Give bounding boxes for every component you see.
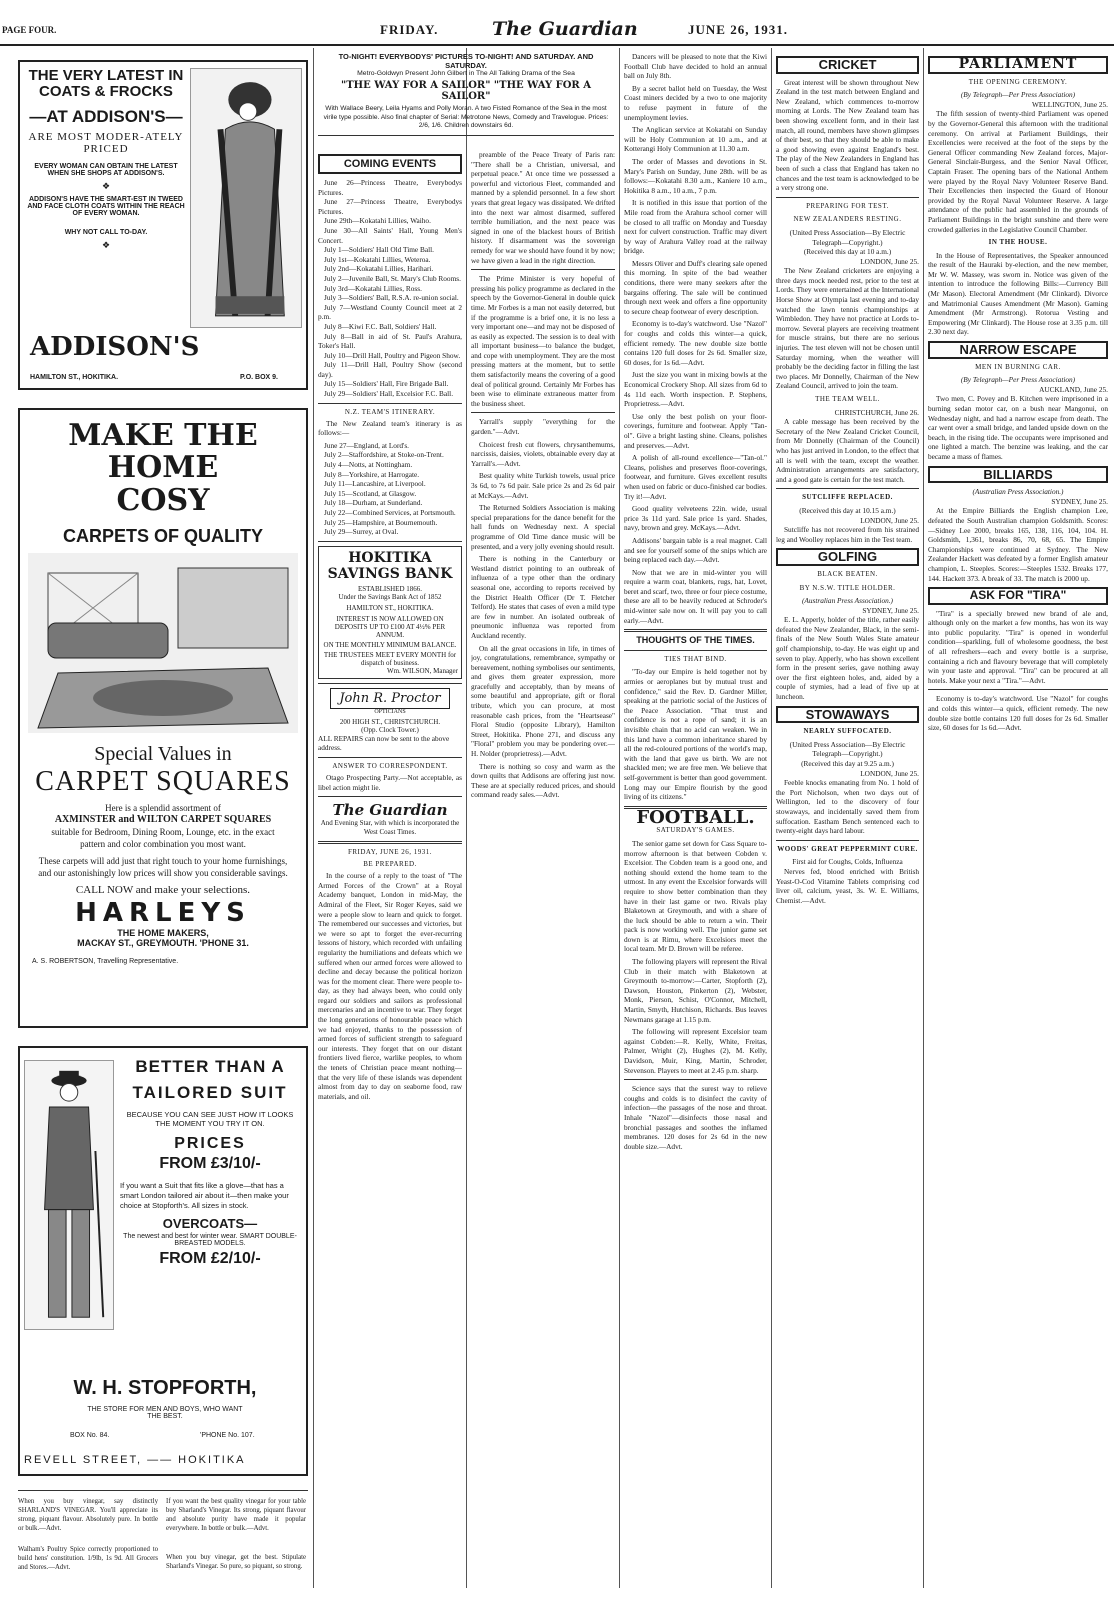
event-item: July 11—Drill Hall, Poultry Show (second day). [318, 360, 462, 379]
leader-text: In the course of a reply to the toast of "The Armed Forces of the Crown" at a Royal Academy banquet, London in mid-May, the Admiral of the Fleet, Sir Roger Keyes, said we were a people slow to learn and quick to forget. The remembered our successes and victories, but we were so apt to forget the ever-recurring lessons of history, which recorded with unfailing regularity the humiliations and defeats which we suffered when our armed forces were allowed to decline and decay because the political horizon was for the moment clear. There were people to-day, as they had always been, who could only regard our soldiers and sailors as professional mercenaries and an incentive to war. They forget the long generations of honourable peace which we had enjoyed, thanks to the possession of armed forces of sufficient strength to safeguard our interests. They forget that on our distant frontiers lived fierce, warlike peoples, to whom the tenets of Christian peace meant nothing—that the very life of these islands was dependent almost from day to day on seaborne food, raw materials, and oil. [318, 871, 462, 1101]
stopforth-from1: FROM £3/10/- [159, 1155, 261, 1173]
resting-heading: NEW ZEALANDERS RESTING. [793, 215, 902, 224]
masses-notice: The order of Masses and devotions in St. Mary's Parish on Sunday, June 28th. will be as follows:—Kokatahi 8.30 a.m., Kaniere 10 a.m., Hokitika 8 a.m., 10 a.m., 7 p.m. [624, 156, 767, 195]
bottom-left-adverts [18, 1490, 308, 1590]
harleys-line2: COSY [116, 483, 210, 518]
sutcliffe-text: Sutcliffe has not recovered from his strained leg and Woolley replaces him in the Test team. [776, 525, 919, 544]
page-label: PAGE FOUR. [2, 25, 57, 35]
bank-established: ESTABLISHED 1866. [358, 584, 422, 593]
press-assoc: (By Telegraph—Per Press Association) [960, 375, 1076, 385]
narrow-escape-heading: NARROW ESCAPE [928, 341, 1108, 359]
leader-title: BE PREPARED. [363, 860, 417, 869]
addison-advert [18, 60, 308, 390]
press-assoc: (Australian Press Association.) [972, 487, 1064, 497]
sutcliffe-heading: SUTCLIFFE REPLACED. [802, 493, 893, 502]
towels-advert: Best quality white Turkish towels, usual price 3s 6d, to 7s 6d pair. Sale price 2s and 2s 6d pair at McKays.—Advt. [471, 471, 615, 500]
woods-heading: WOODS' GREAT PEPPERMINT CURE. [777, 844, 918, 853]
event-item: July 29—Soldiers' Hall, Excelsior F.C. Ball. [324, 389, 454, 399]
prime-minister-text: The Prime Minister is very hopeful of pressing his policy programme as declared in the speech by the Governor-General in double quick time. Mr Forbes is a man not easily deterred, but if the programme is a brief one, it is no less a very important one—and may not be disposed of as easily as expected. The session is to deal with all important business—to balance the budget, and cope with unemployment. They are the most pressing matters at the moment, but to settle them satisfactorily means the covering of a good deal of political ground. Certainly Mr Forbes has been wise to eliminate extraneous matter from the business sheet. [471, 274, 615, 408]
event-item: July 15—Soldiers' Hall, Fire Brigade Ball. [324, 379, 449, 389]
opening-heading: THE OPENING CEREMONY. [968, 77, 1068, 86]
fixture-item: July 11—Lancashire, at Liverpool. [324, 479, 426, 489]
cinema-cast: With Wallace Beery, Leila Hyams and Polly Moran. A two Fisted Romance of the Sea in the most virile type possible. Also final chapter of Serial: Metrotone News, Comedy and Travelogue. Prices: 2/6, 1/6. Children downstairs 6d. [323, 105, 609, 129]
proctor-repairs: ALL REPAIRS can now be sent to the above address. [318, 733, 450, 753]
thoughts-heading: THOUGHTS OF THE TIMES. [636, 635, 755, 646]
event-item: June 26—Princess Theatre, Everybodys Pictures. [318, 178, 462, 197]
dateline: LONDON, June 25. [860, 515, 919, 525]
dateline: SYDNEY, June 25. [862, 605, 919, 615]
crockery-advert: Just the size you want in mixing bowls at the Economical Crockery Shop. All sizes from 6d to 4s 11d each. Worth inspection. P. Stephens, Proprietress.—Advt. [624, 370, 767, 409]
savings-bank-advert [318, 546, 462, 679]
golf-text: E. L. Apperly, holder of the title, rather easily defeated the New Zealander, Black, in the semi-finals of the New South Wales State amateur golf championship, to-day. He was eight up and seven to play. Apperly, who has shown excellent form in the present series, gave nothing away over the first eighteen holes, and, aided by a couple of stymies, had a lead of five up at luncheon. [776, 615, 919, 702]
event-item: July 3rd—Kokatahi Lillies, Ross. [324, 283, 422, 293]
harleys-squares: CARPET SQUARES [35, 766, 291, 798]
stopforth-prices: PRICES [174, 1134, 246, 1152]
event-item: July 10—Drill Hall, Poultry and Pigeon Show. [324, 350, 461, 360]
ties-heading: TIES THAT BIND. [664, 654, 727, 663]
column-5 [776, 52, 919, 1588]
dancers-notice: Dancers will be pleased to note that the Kiwi Football Club have decided to hold an annual ball on July 8th. [624, 52, 767, 81]
addison-smartest: ADDISON'S HAVE THE SMART-EST IN TWEED AND FACE CLOTH COATS WITHIN THE REACH OF EVERY WOMAN. [27, 196, 185, 218]
harleys-suitable: suitable for Bedroom, Dining Room, Lounge, etc. in the exact pattern and color combination you most want. [51, 827, 275, 850]
addison-priced: ARE MOST MODER-ATELY PRICED [28, 131, 184, 156]
column-rule [619, 48, 620, 1588]
dateline: LONDON, June 25. [860, 256, 919, 266]
received-time: (Received this day at 9.25 a.m.) [801, 759, 894, 768]
clearing-sale-notice: Messrs Oliver and Duff's clearing sale opened this morning. In spite of the bad weather conditions, there were many seekers after the bargains offering. The sale will be continued through next week and offers a fine opportunity to secure cheap footwear of every description. [624, 258, 767, 316]
billiards-text: At the Empire Billiards the English champion Lee, defeated the South Australian champion Goldsmith. Scores:—Sidney Lee 2000, breaks 165, 138, 116, 104, 104. H. Goldsmith, 1,361, breaks 86, 70, 68, 65. The Empire Championships were continued at Sydney. The New Zealander Hackett was defeated by a former English amateur champion, L. Steeples. Scores:—Steeples 1532. Breaks 177, 144. Hackett 373. A break of 33. The match is 2000 up. [928, 506, 1108, 583]
tira-heading: ASK FOR "TIRA" [928, 587, 1108, 605]
harleys-call: CALL NOW and make your selections. [75, 884, 251, 897]
answer-text: Otago Prospecting Party.—Not acceptable, as libel action might lie. [318, 772, 462, 792]
column-6 [928, 52, 1108, 1588]
influenza-notice: There is nothing in the Canterbury or Westland district pointing to an outbreak of influenza of a type other than the ordinary seasonal one, according to reports received by the District Health Officer (Dr T. Fletcher Telford). He states that cases of even a mild type are few in number. An isolated outbreak of pneumonic influenza was reported from Auckland recently. [471, 554, 615, 640]
harleys-line1: MAKE THE HOME [68, 418, 258, 485]
harleys-rep: A. S. ROBERTSON, Travelling Representative. [32, 957, 179, 965]
addison-name: ADDISON'S [30, 332, 200, 362]
masthead-date: JUNE 26, 1931. [688, 22, 788, 37]
event-item: July 8—Ball in aid of St. Paul's Arahura, Toker's Hall. [318, 331, 462, 351]
addison-at: —AT ADDISON'S— [29, 106, 183, 126]
press-assoc: (United Press Association—By Electric Telegraph—Copyright.) [789, 739, 906, 759]
dateline: AUCKLAND, June 25. [1039, 384, 1108, 394]
harleys-these: These carpets will add just that right touch to your home furnishings, and our astonishingly low prices will show you considerable savings. [38, 856, 288, 879]
nazol-advert: Economy is to-day's watchword. Use "Nazol" for coughs and colds this winter—a quick, efficient remedy. The new double size bottle contains 120 full doses for 2s 6d. Smaller size, 60 doses for 1s 6d.—Advt. [928, 694, 1108, 733]
event-item: July 2nd—Kokatahi Lillies, Harihari. [324, 264, 434, 274]
addison-title: THE VERY LATEST IN COATS & FROCKS [28, 67, 184, 100]
team-well-text: A cable message has been received by the Secretary of the New Zealand Cricket Council, from Mr Donnelly (Chairman of the Council) who has just arrived in London, to the effect that all is well with the team, except the weather. Administration arrangements are satisfactory, and a good gate is certain for the test match. [776, 417, 919, 484]
harleys-advert [18, 408, 308, 1028]
spice-advert: Walham's Poultry Spice correctly proportioned to build hens' constitution. 1/9lb, 1s 9d. All Grocers and Stores.—Advt. [18, 1546, 158, 1571]
column-2 [318, 150, 462, 1590]
narrow-escape-text: Two men, C. Povey and B. Kitchen were imprisoned in a burning sedan motor car, on a bush near Mangonui, on Wednesday night, and had a narrow escape from death. The car went over a small bridge, and landed upside down on the beach, in the rising tide. The occupants were imprisoned and one lighted a match. The benzine was leaking, and the car became a mass of flames. [928, 394, 1108, 461]
event-item: July 7—Westland County Council meet at 2 p.m. [318, 302, 462, 322]
florist-advert: On all the great occasions in life, in times of joy, congratulations, remembrance, sympathy or bereavement, nothing symbolises our sentiments, and gives them greater expression, more gracefully and acceptably, than by means of some beautiful and appropriate, gift or floral tribute, which you can procure, at most reasonable cash prices, from the "Heartsease" Floral Studio (opposite Library), Hamilton Street, Hokitika. Phone 271, and discuss any "Floral" problem you may be pondering over.—H. Nolder (proprietress).—Advt. [471, 643, 615, 759]
harleys-line3: CARPETS OF QUALITY [62, 525, 263, 546]
stopforth-name: W. H. STOPFORTH, [73, 1377, 257, 1399]
masthead-title: The Guardian [492, 18, 638, 40]
billiards-heading: BILLIARDS [928, 466, 1108, 484]
football-text: The senior game set down for Cass Square to-morrow afternoon is that between Cobden v. Excelsior. The Cobden team is a good one, and nothing should extend the home team to the utmost. In any event the Excelsior forwards will require to show better combination than they have in their last game or two. Rivals play Blaketown at Greymouth, and with a share of the luck should be able to return a win. Their pack is now working well. The junior game set down is at Rimu, where Excelsiors meet the local team. Mr D. Brown will be referee. [624, 838, 767, 954]
fixture-item: July 22—Combined Services, at Portsmouth. [324, 508, 456, 517]
event-item: July 2—Juvenile Ball, St. Mary's Club Rooms. [324, 273, 461, 283]
woods-sub: First aid for Coughs, Colds, Influenza [792, 857, 903, 867]
fixture-item: July 4—Notts, at Nottingham. [324, 460, 413, 470]
nz-team-fixtures [318, 441, 462, 537]
press-assoc: (Australian Press Association.) [801, 596, 893, 606]
road-notice: It is notified in this issue that portion of the Mile road from the Arahura school corner will be closed to all traffic on Monday and Tuesday next for culvert construction. Traffic may divert by way of Arahura Valley road at the railway bridge. [624, 198, 767, 256]
burning-car-heading: MEN IN BURNING CAR. [975, 362, 1061, 371]
midwinter-advert: Now that we are in mid-winter you will require a warm coat, blankets, rugs, hat, Lovet, beret and scarf, two, three or four piece costume, these are all to be heavily reduced at Schroder's mid-winter sale now on. It will pay you to call early.—Advt. [624, 567, 767, 625]
leader-date: FRIDAY, JUNE 26, 1931. [347, 848, 433, 857]
stopforth-from2: FROM £2/10/- [159, 1249, 261, 1267]
stopforth-advert [18, 1046, 308, 1476]
cinema-heading: TO-NIGHT! EVERYBODYS' PICTURES TO-NIGHT! AND SATURDAY. AND SATURDAY. [338, 52, 594, 70]
woman-in-coat-illustration [190, 68, 302, 328]
dateline: CHRISTCHURCH, June 26. [834, 407, 919, 417]
bank-manager: Wm. WILSON, Manager [386, 666, 458, 675]
event-item: June 29th—Kokatahi Lillies, Waiho. [324, 216, 431, 226]
parliament-text: The fifth session of twenty-third Parliament was opened by the Governor-General this afternoon with the traditional ceremony. On arrival at Parliament Buildings, their Excellencies were received at the foot of the steps by the General Officer commanding New Zealand forces, Major-General Sinclair-Burgess, and the Senior Naval Officer, Captain Fraser. The opening bars of the National Anthem were played by the Royal Navy Volunteer Reserve Band. Their Excellencies then inspected the Guard of Honour provided by the Royal Naval Volunteer Reserve. A large attendance of the public had assembled in the grounds of Parliament Buildings in the bright sunshine and there were crowded galleries in the Legislative Council Chamber. [928, 109, 1108, 234]
saturday-heading: SATURDAY'S GAMES. [656, 826, 735, 835]
dateline: WELLINGTON, June 25. [1031, 99, 1108, 109]
vinegar-advert: When you buy vinegar, say distinctly SHARLAND'S VINEGAR. You'll appreciate its strong, piquant flavour. Absolutely pure. In bottle or bulk.—Advt. [18, 1498, 158, 1532]
dateline: LONDON, June 25. [860, 768, 919, 778]
bank-trustees: THE TRUSTEES MEET EVERY MONTH for dispatch of business. [323, 650, 457, 667]
harleys-makers: THE HOME MAKERS, [117, 927, 209, 938]
guardian-sub: And Evening Star, with which is incorporated the West Coast Times. [320, 819, 460, 837]
addison-call: WHY NOT CALL TO-DAY. [64, 229, 148, 237]
nz-team-heading: N.Z. TEAM'S ITINERARY. [344, 407, 436, 416]
tanol-advert: Use only the best polish on your floor-coverings, furniture and footwear. Apply "Tan-ol". Give a bright lasting shine. Cleans, polishes and preserves.—Advt. [624, 411, 767, 450]
stopforth-box: BOX No. 84. [70, 1432, 110, 1439]
ballot-notice: By a secret ballot held on Tuesday, the West Coast miners decided by a two to one majority to refuse payment in future of the unemployment levies. [624, 83, 767, 122]
event-item: June 27—Princess Theatre, Everybodys Pictures. [318, 197, 462, 216]
harleys-here: Here is a splendid assortment of [105, 803, 221, 814]
stopforth-because: BECAUSE YOU CAN SEE JUST HOW IT LOOKS THE MOMENT YOU TRY IT ON. [126, 1109, 294, 1128]
column-rule [466, 48, 467, 1588]
bank-title: HOKITIKA SAVINGS BANK [327, 549, 453, 582]
golfing-heading: GOLFING [776, 548, 919, 566]
stowaways-heading: STOWAWAYS [776, 706, 919, 724]
harleys-special: Special Values in [94, 743, 232, 766]
event-item: June 30—All Saints' Hall, Young Men's Concert. [318, 225, 462, 245]
quilts-advert: There is nothing so cosy and warm as the down quilts that Addisons are offering just now. These are at specially reduced prices, and should command ready sales.—Advt. [471, 761, 615, 800]
fixture-item: July 15—Scotland, at Glasgow. [324, 488, 417, 498]
coming-events-heading: COMING EVENTS [318, 154, 462, 174]
proctor-sub: OPTICIANS [374, 708, 406, 715]
answer-heading: ANSWER TO CORRESPONDENT. [332, 761, 448, 770]
stopforth-want: If you want a Suit that fits like a glove—that has a smart London tailored air about it—then make your choice at Stopforth's. All sizes in stock. [120, 1181, 289, 1211]
column-4 [624, 52, 767, 1588]
preparing-heading: PREPARING FOR TEST. [806, 201, 889, 210]
event-item: July 1—Soldiers' Hall Old Time Ball. [324, 245, 434, 255]
house-heading: IN THE HOUSE. [988, 238, 1048, 247]
resting-text: The New Zealand cricketers are enjoying a three days mock needed rest, prior to the test at Lords. They were entertained at the International Horse Show at Olympia last evening and to-day watched the lawn tennis championships at Wimbledon. They have not practice at Lords to-morrow. Several players are receiving treatment for muscle strains, but there are no serious injuries. The test eleven will not be chosen until Saturday morning, when the weather will probably be the deciding factor in filling the last two places. Mr Donnelly, Chairman of the New Zealand Council, arrived to join the team. [776, 266, 919, 391]
coming-events-list [318, 178, 462, 399]
stopforth-phone: 'PHONE No. 107. [200, 1432, 255, 1439]
guardian-title: The Guardian [332, 801, 448, 820]
press-assoc: (By Telegraph—Per Press Association) [960, 90, 1076, 100]
harleys-name: HARLEYS [75, 898, 251, 929]
cricket-heading: CRICKET [776, 56, 919, 74]
bank-interest: INTEREST IS NOW ALLOWED ON DEPOSITS UP TO £100 AT 4½% PER ANNUM. [334, 614, 446, 639]
woods-text: Nerves fed, blood enriched with British Yeast-O-Cod Vitamine Tablets comprising cod liver oil, calcium, yeast, 3s. W. E. Williams, Chemist.—Advt. [776, 866, 919, 905]
column-rule [313, 48, 314, 1588]
stopforth-newest: The newest and best for winter wear. SMART DOUBLE-BREASTED MODELS. [123, 1232, 297, 1247]
velveteen-advert: Good quality velveteens 22in. wide, usual price 3s 11d yard. Sale price 1s yard. Shades, navy, brown and grey. McKays.—Advt. [624, 504, 767, 533]
harleys-axminster: AXMINSTER and WILTON CARPET SQUARES [54, 814, 272, 826]
tira-text: "Tira" is a specially brewed new brand of ale and, although only on the market a few months, has won its way into public popularity. "Tira" is opened in wonderful condition—sparkling, full of wholesome goodness, the best of all refreshers—each and every bottle is a surprise, containing a rich and flavoury beverage that will completely win your taste and approval. "Tira" can be procured at all hotels. Make your next a "Tira."—Advt. [928, 608, 1108, 685]
cinema-advert [318, 52, 614, 142]
parliament-heading: PARLIAMENT [928, 56, 1108, 74]
bank-monthly: ON THE MONTHLY MINIMUM BALANCE. [323, 640, 457, 649]
rival-team: The following players will represent the Rival Club in their match with Blaketown at Greymouth to-morrow:—Carter, Stopforth (2), Dawson, Houston, Pinkerton (2), Webster, Monk, Pierson, Schist, O'Connor, Mitchell, Martin, Smyth, Hutchison, Richards. Bus leaves Newmans garage at 1.15 p.m. [624, 957, 767, 1024]
received-time: (Received this day at 10 a.m.) [803, 247, 892, 257]
excelsior-team: The following will represent Excelsior team against Cobden:—R. Kelly, White, Freitas, Palmer, Wright (2), Hughes (2), M. Kelly, Davidson, Muir, King, Martin, Schroder, Stevenson. Players to meet at 2.45 p.m. sharp. [624, 1027, 767, 1075]
event-item: July 8—Kiwi F.C. Ball, Soldiers' Hall. [324, 321, 437, 331]
column-rule [923, 48, 924, 1588]
stopforth-store: THE STORE FOR MEN AND BOYS, WHO WANT THE BEST. [87, 1406, 243, 1420]
vinegar-advert: If you want the best quality vinegar for your table buy Sharland's Vinegar. Its strong, piquant flavour and absolute purity have made it popular everywhere. In bottle or bulk.—Advt. [166, 1498, 306, 1532]
stopforth-street: REVELL STREET, —— HOKITIKA [24, 1454, 246, 1466]
nz-team-intro: The New Zealand team's itinerary is as follows:— [318, 418, 462, 438]
event-item: July 1st—Kokatahi Lillies, Weteroa. [324, 254, 431, 264]
dateline: SYDNEY, June 25. [1051, 496, 1108, 506]
harleys-addr: MACKAY ST., GREYMOUTH. 'PHONE 31. [77, 937, 249, 948]
fixture-item: June 27—England, at Lord's. [324, 440, 410, 450]
fixture-item: July 18—Durham, at Sunderland. [324, 498, 423, 508]
fixture-item: July 29—Surrey, at Oval. [324, 527, 399, 537]
cinema-subheading: Metro-Goldwyn Present John Gilbert in The All Talking Drama of the Sea [357, 70, 575, 77]
cricket-text: Great interest will be shown throughout New Zealand in the test match between England and New Zealand, which commences to-morrow morning at Lords. The New Zealand team has been showing excellent form, and in their last match, all round, members have shown glimpses of their best, so that they should be able to make a good showing even against England's best. The play of the New Zealanders in England has been of such a class that England has taken no chances and the test team is acknowledged to be a very strong one. [776, 77, 919, 193]
fixture-item: July 2—Staffordshire, at Stoke-on-Trent. [324, 450, 444, 460]
proctor-clock: (Opp. Clock Tower.) [361, 725, 419, 734]
carpet-room-illustration [28, 553, 298, 733]
addison-every-woman: EVERY WOMAN CAN OBTAIN THE LATEST WHEN SHE SHOPS AT ADDISON'S. [34, 163, 178, 178]
addison-box: P.O. BOX 9. [240, 374, 278, 381]
black-beaten-heading: BLACK BEATEN. [817, 569, 878, 578]
nearly-heading: NEARLY SUFFOCATED. [803, 727, 892, 736]
nazol-advert: Science says that the surest way to relieve coughs and colds is to disinfect the cavity of infection—the passages of the nose and throat. Inhale "Nazol"—disinfects those nasal and bronchial passages and soothes the inflamed membranes. 120 doses for 2s 6d in the new double size.—Advt. [624, 1084, 767, 1151]
stopforth-overcoats: OVERCOATS— [162, 1216, 258, 1232]
bank-act: Under the Savings Bank Act of 1852 [338, 592, 442, 601]
peace-text: preamble of the Peace Treaty of Paris ran: "There shall be a Christian, universal, and perpetual peace." At once time we possessed a powerful and victorious Fleet, commanded and manned by a splendid personnel. In a few short years that great legacy was dissipated. We drifted into the next war almost disarmed, suffered terrible humiliation, and the next peace was signed in one of the blackest hours of British history. If disarmament was the sovereign remedy for war we should have found it by now; we have given a lead in the right direction. [471, 150, 615, 265]
fixture-item: July 25—Hampshire, at Bournemouth. [324, 517, 438, 527]
ornament-icon: ❖ [101, 240, 111, 251]
press-assoc: (United Press Association—By Electric Telegraph—Copyright.) [789, 227, 906, 247]
tanol-advert: A polish of all-round excellence—"Tan-ol." Cleans, polishes and preserves floor-coverings, footwear, and furniture. Gives excellent results when used on fabric or duco-finished car bodies. Try it!—Advt. [624, 453, 767, 501]
event-item: July 3—Soldiers' Ball, R.S.A. re-union social. [324, 293, 459, 303]
ties-text: "To-day our Empire is held together not by armies or aeroplanes but by mutual trust and confidence," said the Rev. D. Gardner Miller, speaking at the patriotic social of the Justices of the Peace Association. "That trust and confidence is not a rope of sand; it is an invisible chain that no acid can weaken. We in this land have a common inheritance shared by all the red-coloured portions of the world's map, with the land that gave us birth. We are not shackled men; we are free men. We believe that self-government is better than good government. Long may our Empire flourish by the good living of its citizens." [624, 667, 767, 802]
nazol-advert: Economy is to-day's watchword. Use "Nazol" for coughs and colds this winter—a quick, efficient remedy. The new double size bottle contains 120 full doses for 2s 6d. Smaller size, 60 doses, for 1s 6d.—Advt. [624, 319, 767, 367]
football-heading: FOOTBALL. [636, 806, 755, 828]
vinegar-advert: When you buy vinegar, get the best. Stipulate Sharland's Vinegar. So pure, so piquant, so strong. [166, 1554, 306, 1570]
fixture-item: July 8—Yorkshire, at Harrogate. [324, 469, 420, 479]
ornament-icon: ❖ [101, 181, 111, 192]
film-title: "THE WAY FOR A SAILOR" "THE WAY FOR A SAILOR" [341, 80, 591, 102]
stopforth-better: BETTER THAN A [135, 1057, 285, 1076]
addison-address: HAMILTON ST., HOKITIKA. [30, 374, 119, 381]
team-well-heading: THE TEAM WELL. [815, 395, 880, 403]
stopforth-tailored: TAILORED SUIT [132, 1082, 288, 1102]
proctor-advert [318, 688, 462, 753]
masthead-day: FRIDAY. [380, 22, 439, 37]
flowers-advert: Choicest fresh cut flowers, chrysanthemums, narcissis, daisies, violets, obtainable every day at Yarrall's.—Advt. [471, 439, 615, 468]
title-holder-heading: BY N.S.W. TITLE HOLDER. [799, 583, 896, 592]
bank-address: HAMILTON ST., HOKITIKA. [346, 603, 434, 612]
column-3 [471, 150, 615, 1590]
stowaway-text: Feeble knocks emanating from No. 1 hold of the Port Nicholson, when two days out of Wellington, led to the discovery of four stowaways, and incidentally saved them from suffocation. Eastham Bench sentenced each to twenty-eight days hard labour. [776, 778, 919, 836]
anglican-notice: The Anglican service at Kokatahi on Sunday will be Holy Communion at 10 a.m., and at Kotterangi Holy Communion at 11.30 a.m. [624, 125, 767, 154]
proctor-address: 200 HIGH ST., CHRISTCHURCH. [339, 717, 441, 726]
man-in-suit-illustration [24, 1060, 114, 1330]
bargain-advert: Addisons' bargain table is a real magnet. Call and see for yourself some of the snips which are being replaced each day.—Advt. [624, 535, 767, 565]
house-text: In the House of Representatives, the Speaker announced the result of the Hauraki by-election, and the new member, Mr W. W. Massey, was sworn in. Notice was given of the intention to introduce the following Bills:—Currency Bill (Mr Mason). Electoral Amendment (Mr Clinkard). Divorce and Matrimonial Causes Amendment (Mr Mason). Gaming Amendment (Mr Armstrong). Rotorua Vesting and Empowering (Mr Clinkard). The House rose at 3.35 p.m. till 2.30 next day. [928, 250, 1108, 337]
masthead [0, 20, 1114, 46]
yarrall-advert: Yarrall's supply "everything for the garden."—Advt. [471, 417, 615, 437]
column-rule [771, 48, 772, 1588]
received-time: (Received this day at 10.15 a.m.) [799, 505, 896, 515]
proctor-name: John R. Proctor [330, 688, 449, 709]
rsa-notice: The Returned Soldiers Association is making special preparations for the dance benefit for the hall funds on Wednesday next. A special programme of Old Time dance music will be presented, and a very jolly evening should result. [471, 503, 615, 551]
